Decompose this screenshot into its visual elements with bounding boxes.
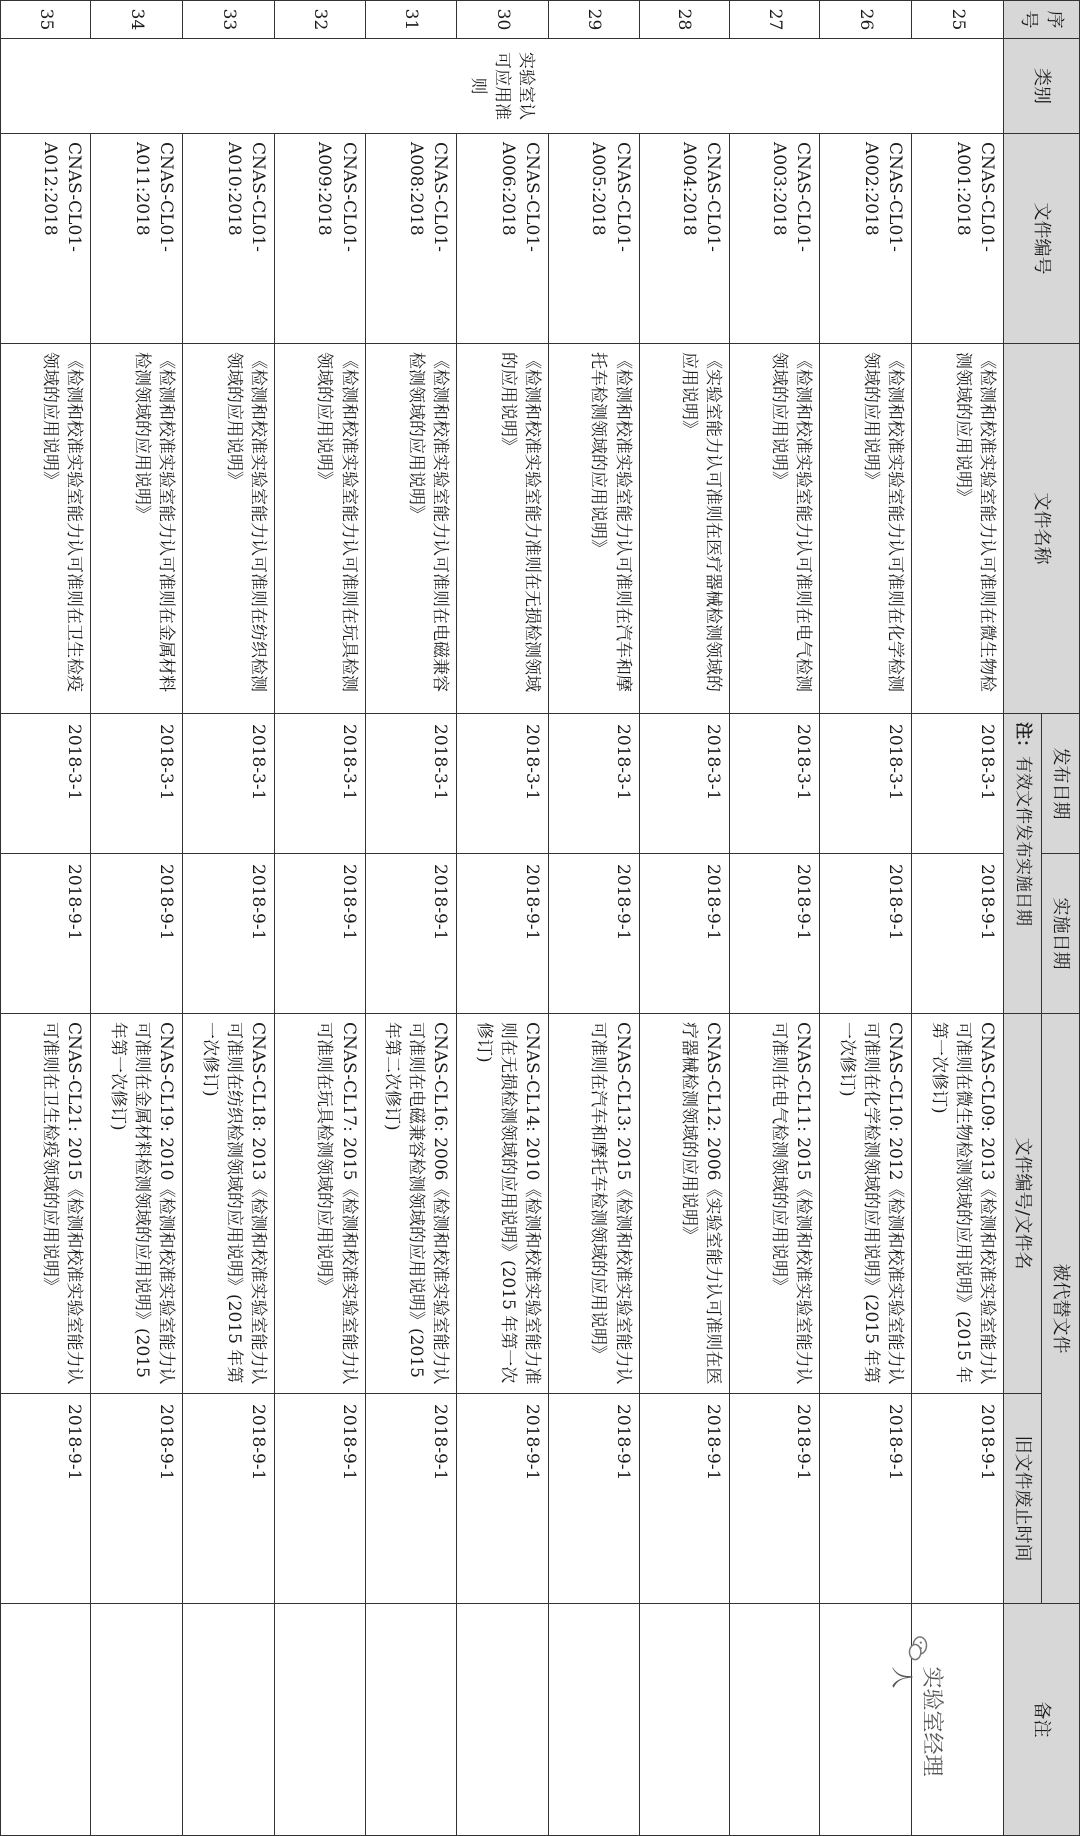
cell-seq: 34	[91, 1, 183, 39]
header-replaced-no-name: 文件编号/文件名	[1004, 1014, 1042, 1394]
table-row	[365, 1, 457, 1836]
cell-pub-date: 2018-3-1	[457, 714, 549, 854]
cell-replaced: CNAS-CL12: 2006《实验室能力认可准则在医疗器械检测领域的应用说明》	[639, 1014, 729, 1394]
cell-doc-no: CNAS-CL01-A012:2018	[1, 134, 91, 344]
cell-seq: 25	[912, 1, 1004, 39]
header-doc-no: 文件编号	[1004, 134, 1080, 344]
cell-remark	[549, 1604, 639, 1836]
cell-doc-no: CNAS-CL01-A011:2018	[91, 134, 183, 344]
table-row	[457, 1, 549, 1836]
cell-impl-date: 2018-9-1	[639, 854, 729, 1014]
cell-impl-date: 2018-9-1	[457, 854, 549, 1014]
cell-seq: 27	[729, 1, 819, 39]
cell-doc-name: 《检测和校准实验室能力认可准则在卫生检疫领域的应用说明》	[1, 344, 91, 714]
cell-doc-no: CNAS-CL01-A009:2018	[275, 134, 365, 344]
table-row	[912, 1, 1004, 1836]
cell-impl-date: 2018-9-1	[820, 854, 912, 1014]
cell-replaced: CNAS-CL09: 2013《检测和校准实验室能力认可准则在微生物检测领域的应用说明》(2015 年第一次修订)	[912, 1014, 1004, 1394]
cell-seq: 35	[1, 1, 91, 39]
cell-seq: 33	[183, 1, 275, 39]
cell-old-abolish: 2018-9-1	[549, 1394, 639, 1604]
header-seq: 序号	[1004, 1, 1080, 39]
cell-pub-date: 2018-3-1	[729, 714, 819, 854]
cell-old-abolish: 2018-9-1	[91, 1394, 183, 1604]
cell-seq: 31	[365, 1, 457, 39]
cell-category: 实验室认可应用准则	[1, 39, 1004, 134]
cell-impl-date: 2018-9-1	[729, 854, 819, 1014]
cell-replaced: CNAS-CL19: 2010《检测和校准实验室能力认可准则在金属材料检测领域的应用说明》(2015 年第一次修订)	[91, 1014, 183, 1394]
table-row	[275, 1, 365, 1836]
cell-seq: 28	[639, 1, 729, 39]
table-row	[183, 1, 275, 1836]
table-row	[1, 1, 91, 1836]
cell-remark	[183, 1604, 275, 1836]
cell-remark	[457, 1604, 549, 1836]
cell-doc-name: 《检测和校准实验室能力认可准则在电磁兼容检测领域的应用说明》	[365, 344, 457, 714]
wechat-logo-icon	[908, 1636, 928, 1661]
header-old-abolish: 旧文件废止时间	[1004, 1394, 1042, 1604]
cell-doc-no: CNAS-CL01-A003:2018	[729, 134, 819, 344]
cell-seq: 26	[820, 1, 912, 39]
cell-pub-date: 2018-3-1	[91, 714, 183, 854]
cell-pub-date: 2018-3-1	[365, 714, 457, 854]
cell-impl-date: 2018-9-1	[365, 854, 457, 1014]
cell-replaced: CNAS-CL11: 2015《检测和校准实验室能力认可准则在电气检测领域的应用说明》	[729, 1014, 819, 1394]
table-row	[820, 1, 912, 1836]
cell-replaced: CNAS-CL17: 2015《检测和校准实验室能力认可准则在玩具检测领域的应用说明》	[275, 1014, 365, 1394]
cell-replaced: CNAS-CL10: 2012《检测和校准实验室能力认可准则在化学检测领域的应用说明》(2015 年第一次修订)	[820, 1014, 912, 1394]
cell-replaced: CNAS-CL18: 2013《检测和校准实验室能力认可准则在纺织检测领域的应用说明》(2015 年第一次修订)	[183, 1014, 275, 1394]
watermark	[887, 1636, 949, 1791]
cell-remark	[91, 1604, 183, 1836]
header-impl-date: 实施日期	[1042, 854, 1080, 1014]
table-row	[639, 1, 729, 1836]
table-row	[729, 1, 819, 1836]
cell-impl-date: 2018-9-1	[1, 854, 91, 1014]
table-body	[1, 1, 1004, 1836]
cell-doc-name: 《检测和校准实验室能力认可准则在汽车和摩托车检测领域的应用说明》	[549, 344, 639, 714]
cell-doc-no: CNAS-CL01-A008:2018	[365, 134, 457, 344]
cell-replaced: CNAS-CL14: 2010《检测和校准实验室能力准则在无损检测领域的应用说明》(2015 年第一次修订)	[457, 1014, 549, 1394]
cell-old-abolish: 2018-9-1	[639, 1394, 729, 1604]
cell-pub-date: 2018-3-1	[639, 714, 729, 854]
cell-pub-date: 2018-3-1	[183, 714, 275, 854]
cell-doc-no: CNAS-CL01-A001:2018	[912, 134, 1004, 344]
header-replaced: 被代替文件	[1042, 1014, 1080, 1604]
cell-seq: 30	[457, 1, 549, 39]
cell-remark	[275, 1604, 365, 1836]
table-header	[1004, 1, 1080, 1836]
cell-old-abolish: 2018-9-1	[457, 1394, 549, 1604]
cell-pub-date: 2018-3-1	[820, 714, 912, 854]
header-remarks: 备注	[1004, 1604, 1080, 1836]
table-row	[549, 1, 639, 1836]
cell-pub-date: 2018-3-1	[549, 714, 639, 854]
cell-old-abolish: 2018-9-1	[183, 1394, 275, 1604]
cell-doc-name: 《检测和校准实验室能力认可准则在化学检测领域的应用说明》	[820, 344, 912, 714]
cell-pub-date: 2018-3-1	[912, 714, 1004, 854]
cell-replaced: CNAS-CL21: 2015《检测和校准实验室能力认可准则在卫生检疫领域的应用说明》	[1, 1014, 91, 1394]
note-text: 有效文件发布实施日期	[1012, 756, 1033, 926]
cell-impl-date: 2018-9-1	[183, 854, 275, 1014]
note-label: 注：	[1012, 722, 1033, 756]
cell-old-abolish: 2018-9-1	[1, 1394, 91, 1604]
cell-old-abolish: 2018-9-1	[912, 1394, 1004, 1604]
cell-old-abolish: 2018-9-1	[365, 1394, 457, 1604]
cell-remark	[639, 1604, 729, 1836]
header-category: 类别	[1004, 39, 1080, 134]
cell-old-abolish: 2018-9-1	[729, 1394, 819, 1604]
cell-replaced: CNAS-CL13: 2015《检测和校准实验室能力认可准则在汽车和摩托车检测领域的应用说明》	[549, 1014, 639, 1394]
cell-pub-date: 2018-3-1	[1, 714, 91, 854]
cell-seq: 29	[549, 1, 639, 39]
header-doc-name: 文件名称	[1004, 344, 1080, 714]
cell-seq: 32	[275, 1, 365, 39]
cell-doc-no: CNAS-CL01-A005:2018	[549, 134, 639, 344]
table-row	[91, 1, 183, 1836]
cell-doc-name: 《检测和校准实验室能力认可准则在金属材料检测领域的应用说明》	[91, 344, 183, 714]
header-note	[1004, 714, 1042, 1014]
cell-impl-date: 2018-9-1	[549, 854, 639, 1014]
cell-doc-name: 《检测和校准实验室能力认可准则在电气检测领域的应用说明》	[729, 344, 819, 714]
cell-pub-date: 2018-3-1	[275, 714, 365, 854]
cell-impl-date: 2018-9-1	[91, 854, 183, 1014]
cell-doc-no: CNAS-CL01-A002:2018	[820, 134, 912, 344]
cell-doc-name: 《检测和校准实验室能力认可准则在微生物检测领域的应用说明》	[912, 344, 1004, 714]
cell-doc-name: 《检测和校准实验室能力认可准则在玩具检测领域的应用说明》	[275, 344, 365, 714]
cell-doc-no: CNAS-CL01-A004:2018	[639, 134, 729, 344]
cell-impl-date: 2018-9-1	[912, 854, 1004, 1014]
cell-replaced: CNAS-CL16: 2006《检测和校准实验室能力认可准则在电磁兼容检测领域的应用说明》(2015 年第二次修订)	[365, 1014, 457, 1394]
cell-impl-date: 2018-9-1	[275, 854, 365, 1014]
cell-remark	[365, 1604, 457, 1836]
cell-doc-name: 《检测和校准实验室能力认可准则在纺织检测领域的应用说明》	[183, 344, 275, 714]
cell-remark	[729, 1604, 819, 1836]
cell-old-abolish: 2018-9-1	[275, 1394, 365, 1604]
cell-old-abolish: 2018-9-1	[820, 1394, 912, 1604]
cell-doc-no: CNAS-CL01-A006:2018	[457, 134, 549, 344]
watermark-text: 实验室经理人	[888, 1666, 944, 1777]
cell-doc-name: 《检测和校准实验室能力准则在无损检测领域的应用说明》	[457, 344, 549, 714]
cell-doc-name: 《实验室能力认可准则在医疗器械检测领域的应用说明》	[639, 344, 729, 714]
cell-remark	[1, 1604, 91, 1836]
header-pub-date: 发布日期	[1042, 714, 1080, 854]
cell-doc-no: CNAS-CL01-A010:2018	[183, 134, 275, 344]
